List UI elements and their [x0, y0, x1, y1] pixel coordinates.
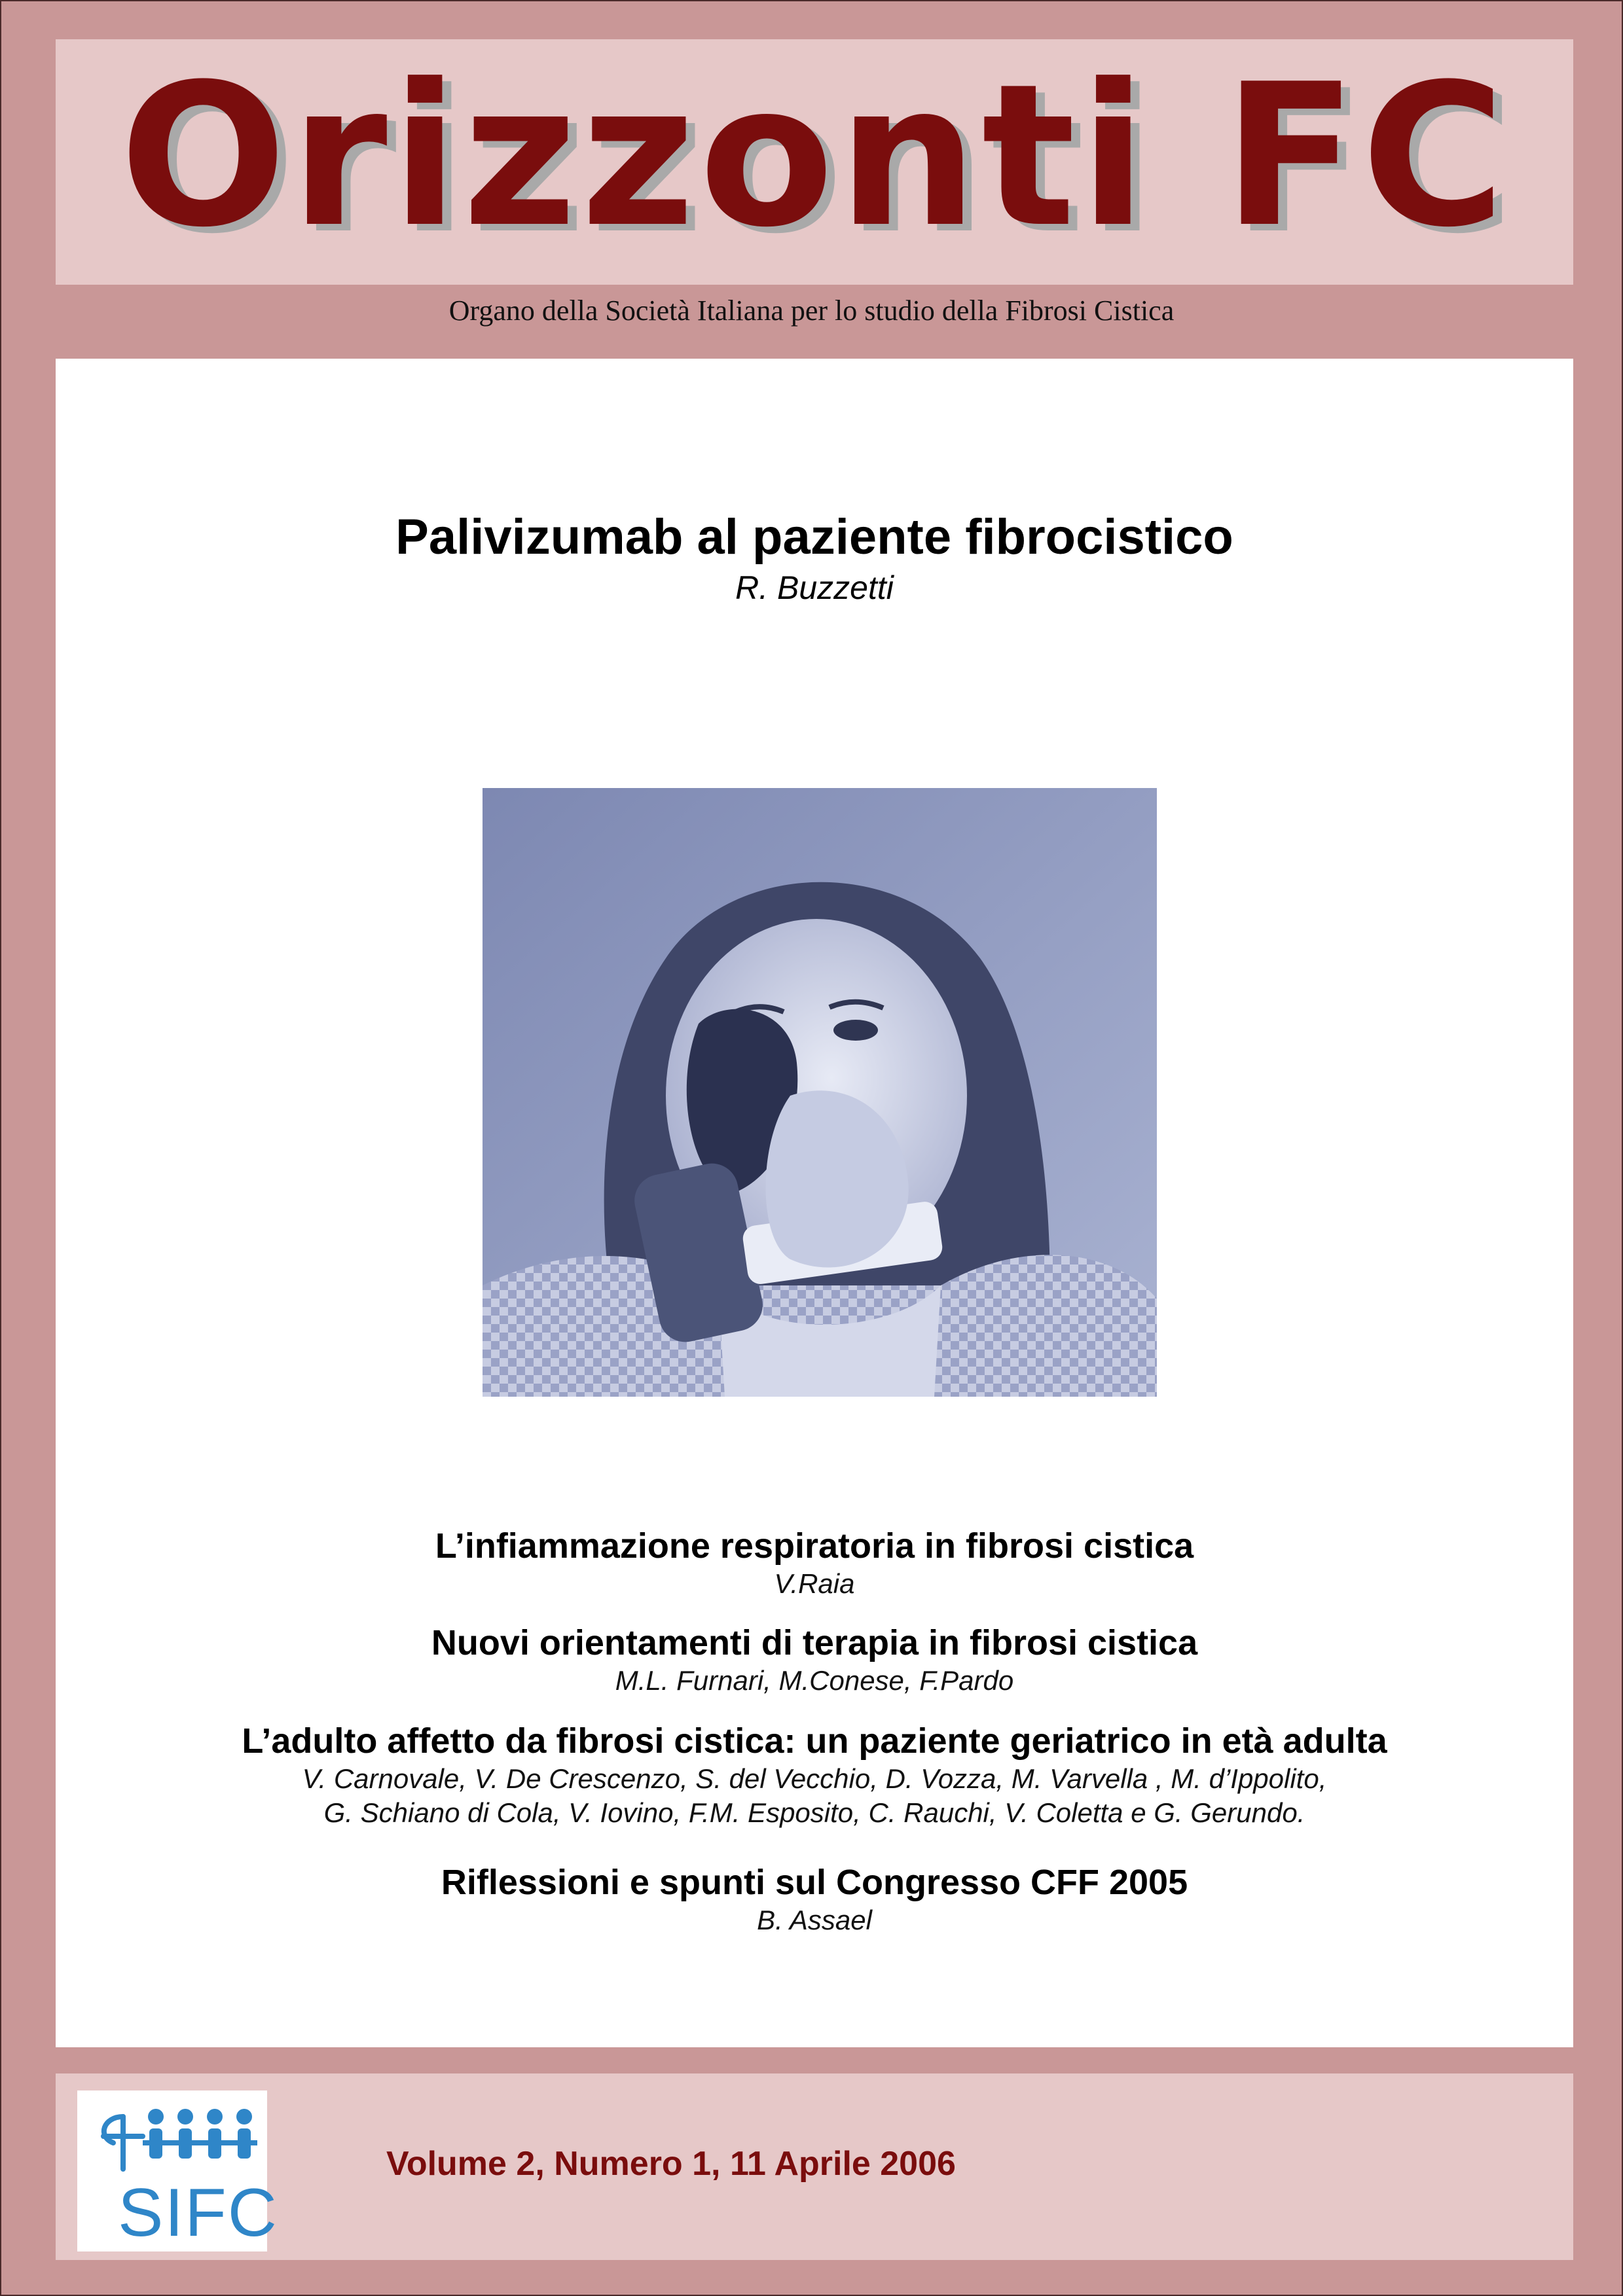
- toc-entry: [56, 1720, 1573, 1830]
- toc-authors: V.Raia: [774, 1568, 855, 1599]
- lead-article-title: Palivizumab al paziente fibrocistico: [395, 509, 1233, 565]
- journal-title: Orizzonti FC: [119, 42, 1510, 270]
- toc-entry: [56, 1861, 1573, 1937]
- toc-entry: [56, 1622, 1573, 1698]
- toc-authors: M.L. Furnari, M.Conese, F.Pardo: [615, 1665, 1014, 1696]
- toc-authors: G. Schiano di Cola, V. Iovino, F.M. Esposito, C. Rauchi, V. Coletta e G. Gerundo.: [323, 1797, 1305, 1828]
- toc-authors: B. Assael: [757, 1905, 872, 1935]
- cover-photo: [483, 788, 1157, 1397]
- toc-title: Riflessioni e spunti sul Congresso CFF 2005: [441, 1863, 1188, 1902]
- toc-entry: [56, 1525, 1573, 1601]
- sifc-logo: [77, 2090, 278, 2251]
- toc-authors: V. Carnovale, V. De Crescenzo, S. del Vecchio, D. Vozza, M. Varvella , M. d’Ippolito,: [302, 1763, 1327, 1794]
- footer-band: [56, 2073, 1573, 2260]
- lead-article-author: R. Buzzetti: [735, 569, 894, 606]
- toc-title: L’infiammazione respiratoria in fibrosi cistica: [435, 1526, 1194, 1566]
- contents-panel: [56, 359, 1573, 2047]
- toc-title: L’adulto affetto da fibrosi cistica: un paziente geriatrico in età adulta: [242, 1721, 1387, 1761]
- masthead: [56, 39, 1573, 285]
- issue-info: Volume 2, Numero 1, 11 Aprile 2006: [386, 2145, 956, 2183]
- journal-subtitle: Organo della Società Italiana per lo studio della Fibrosi Cistica: [448, 295, 1175, 327]
- logo-text: SIFC: [118, 2175, 278, 2251]
- cover-photo-illustration: [483, 788, 1157, 1397]
- toc-title: Nuovi orientamenti di terapia in fibrosi cistica: [431, 1623, 1198, 1662]
